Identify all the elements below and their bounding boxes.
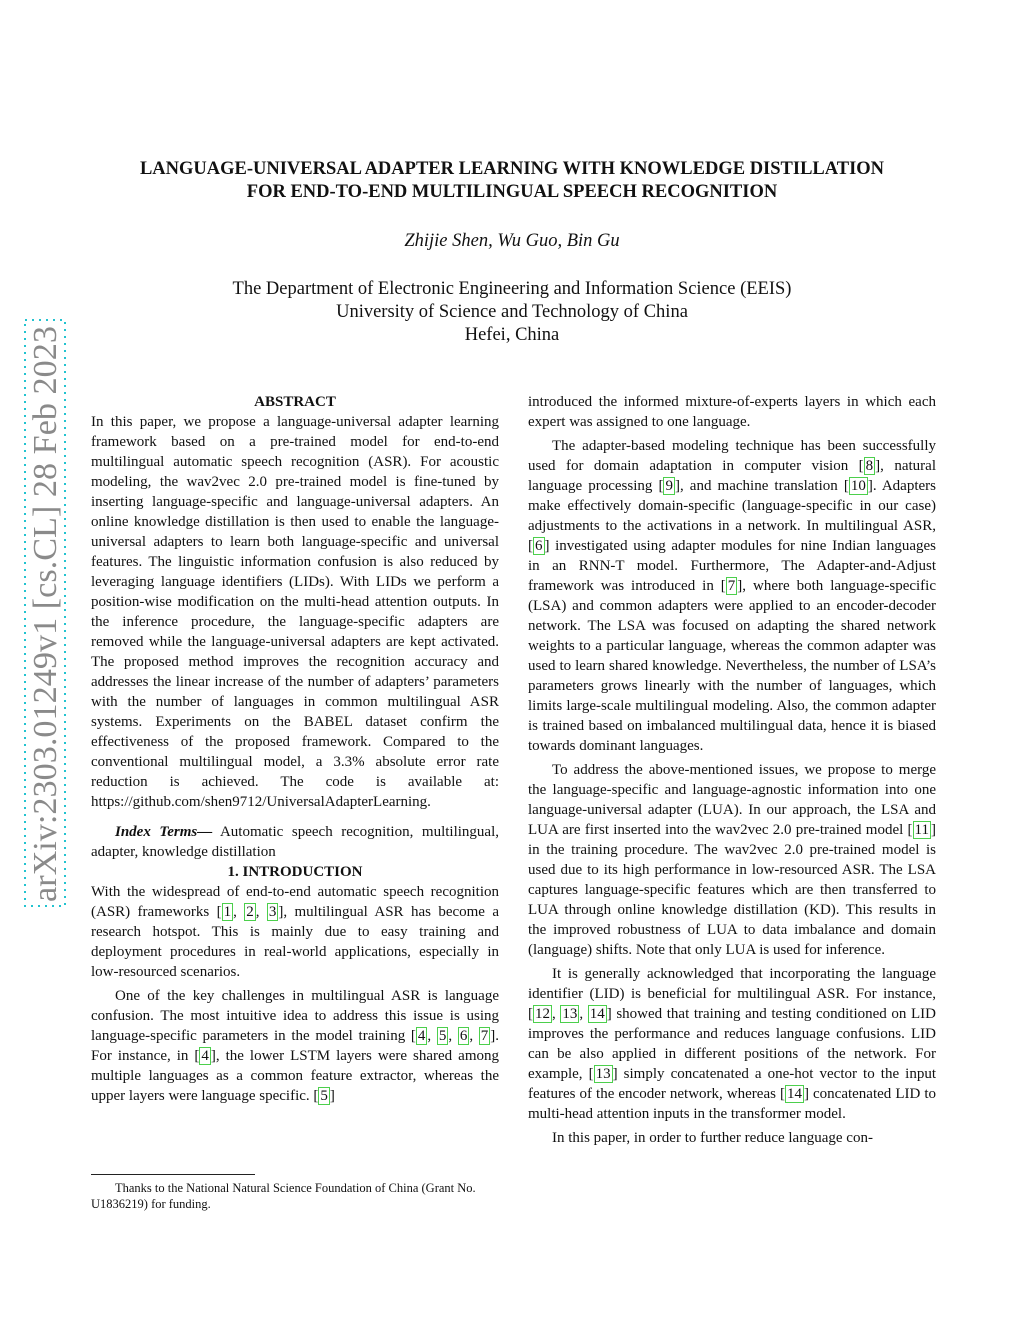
index-terms-text: Automatic speech recognition, multilingual, adapter, knowledge distillation [91, 824, 500, 860]
citation-link[interactable]: 5 [320, 1088, 328, 1104]
citation-link[interactable]: 14 [589, 1006, 605, 1022]
citation-link[interactable]: 6 [459, 1028, 468, 1044]
citation-link[interactable]: 11 [914, 822, 929, 838]
intro-paragraph-2-continued: introduced the informed mixture-of-experts layers in which each expert was assigned to one language. [528, 394, 936, 430]
title-line-1: LANGUAGE-UNIVERSAL ADAPTER LEARNING WITH KNOWLEDGE DISTILLATION [139, 159, 885, 179]
citation-link[interactable]: 4 [417, 1028, 426, 1044]
citation-link[interactable]: 9 [665, 478, 673, 494]
arxiv-identifier-stamp [22, 318, 68, 908]
citation-link[interactable]: 13 [595, 1066, 611, 1082]
arxiv-stamp-text: arXiv:2303.01249v1 [cs.CL] 28 Feb 2023 [27, 329, 64, 902]
paper-title [96, 158, 928, 204]
affiliation-line-1: The Department of Electronic Engineering and Information Science (EEIS) [232, 279, 792, 299]
citation-link[interactable]: 14 [786, 1086, 802, 1102]
introduction-heading: 1. INTRODUCTION [227, 864, 363, 880]
right-column [528, 392, 936, 1148]
authors: Zhijie Shen, Wu Guo, Bin Gu [404, 231, 620, 251]
citation-link[interactable]: 10 [850, 478, 866, 494]
citation-link[interactable]: 4 [201, 1048, 209, 1064]
intro-paragraph-4: To address the above-mentioned issues, we propose to merge the language-specific and language-agnostic information into one language-universal adapter (LUA). In our approach, the LSA and LUA are first inserted into the wav2vec 2.0 pre-trained model [ 11 ] in the training procedure. The wav2vec 2.0 pre-trained model is used due to its high performance in low-resourced ASR. The LSA captures language-specific features which are then transferred to LUA through online knowledge distillation (KD). This results in the improved robustness of LUA to data imbalance and domain (language) shifts. Note that only LUA is used for inference. [528, 762, 936, 958]
citation-link[interactable]: 12 [535, 1006, 550, 1022]
abstract-text: In this paper, we propose a language-universal adapter learning framework based on a pre-trained model for end-to-end multilingual automatic speech recognition (ASR). For acoustic modeling, the wav2vec 2.0 pre-trained model is fine-tuned by inserting language-specific and language-universal adapters. An online knowledge distillation is then used to enable the language-universal adapters to learn both language-specific and universal features. The linguistic information confusion is also reduced by leveraging language identifiers (LIDs). With LIDs we perform a position-wise modification on the multi-head attention outputs. In the inference procedure, the language-specific adapters are removed while the language-universal adapters are kept activated. The proposed method improves the recognition accuracy and addresses the linear increase of the number of adapters’ parameters with the number of languages in common multilingual ASR systems. Experiments on the BABEL dataset confirm the effectiveness of the proposed framework. Compared to the conventional multilingual model, a 3.3% absolute error rate reduction is achieved. The code is available at: https://github.com/shen9712/UniversalAdapterLearning. [91, 414, 499, 810]
affiliation [96, 278, 928, 347]
citation-link[interactable]: 7 [727, 578, 736, 594]
citation-link[interactable]: 13 [562, 1006, 578, 1022]
citation-link[interactable]: 5 [438, 1028, 447, 1044]
intro-paragraph-5: It is generally acknowledged that incorporating the language identifier (LID) is beneficial for multilingual ASR. For instance, [ 12 , 13 , 14 ] showed that training and testing conditioned on LID improves the performance and reduces language confusions. LID can be also applied in different positions of the network. For example, [ 13 ] simply concatenated a one-hot vector to the input features of the encoder network, whereas [ 14 ] concatenated LID to multi-head attention inputs in the transformer model. [528, 966, 937, 1122]
title-line-2: FOR END-TO-END MULTILINGUAL SPEECH RECOGNITION [246, 182, 778, 202]
footnote: Thanks to the National Natural Science Foundation of China (Grant No. U1836219) for funding. [91, 1181, 476, 1211]
affiliation-line-3: Hefei, China [464, 325, 560, 345]
index-terms-label: Index Terms— [115, 824, 213, 840]
citation-link[interactable]: 2 [246, 904, 254, 920]
arxiv-stamp-svg [22, 318, 68, 908]
citation-link[interactable]: 3 [268, 904, 277, 920]
citation-link[interactable]: 7 [480, 1028, 489, 1044]
abstract-heading: ABSTRACT [254, 394, 336, 410]
affiliation-line-2: University of Science and Technology of China [336, 302, 688, 322]
citation-link[interactable]: 6 [535, 538, 543, 554]
intro-paragraph-1: With the widespread of end-to-end automatic speech recognition (ASR) frameworks [ 1 , 2 , 3 ], multilingual ASR has become a research hotspot. This is mainly due to easy training and deployment procedures in real-world applications, especially in low-resourced scenarios. [91, 884, 499, 980]
citation-link[interactable]: 1 [223, 904, 232, 920]
intro-paragraph-3: The adapter-based modeling technique has been successfully used for domain adaptation in computer vision [ 8 ], natural language processing [ 9 ], and machine translation [ 10 ]. Adapters make effectively domain-specific (language-specific in our case) adjustments to the activations in a network. In multilingual ASR, [ 6 ] investigated using adapter modules for nine Indian languages in an RNN-T model. Furthermore, The Adapter-and-Adjust framework was introduced in [ 7 ], where both language-specific (LSA) and common adapters were applied to an encoder-decoder network. The LSA was focused on adapting the shared network weights to a particular language, whereas the common adapter was used to learn shared knowledge. Nevertheless, the number of LSA’s parameters grows linearly with the number of languages, which limits large-scale multilingual modeling. Also, the common adapter is trained based on imbalanced multilingual data, hence it is biased towards dominant languages. [528, 438, 937, 754]
index-terms [91, 822, 499, 862]
intro-paragraph-6: In this paper, in order to further reduce language con- [552, 1130, 873, 1146]
left-column [91, 392, 499, 1106]
citation-link[interactable]: 8 [865, 458, 874, 474]
footnote-rule [91, 1174, 255, 1175]
intro-paragraph-2: One of the key challenges in multilingual ASR is language confusion. The most intuitive idea to address this issue is using language-specific parameters in the model training [ 4 , 5 , 6 , 7 ]. For instance, in [ 4 ], the lower LSTM layers were shared among multiple languages as a common feature extractor, whereas the upper layers were language specific. [ 5 ] [91, 988, 500, 1104]
